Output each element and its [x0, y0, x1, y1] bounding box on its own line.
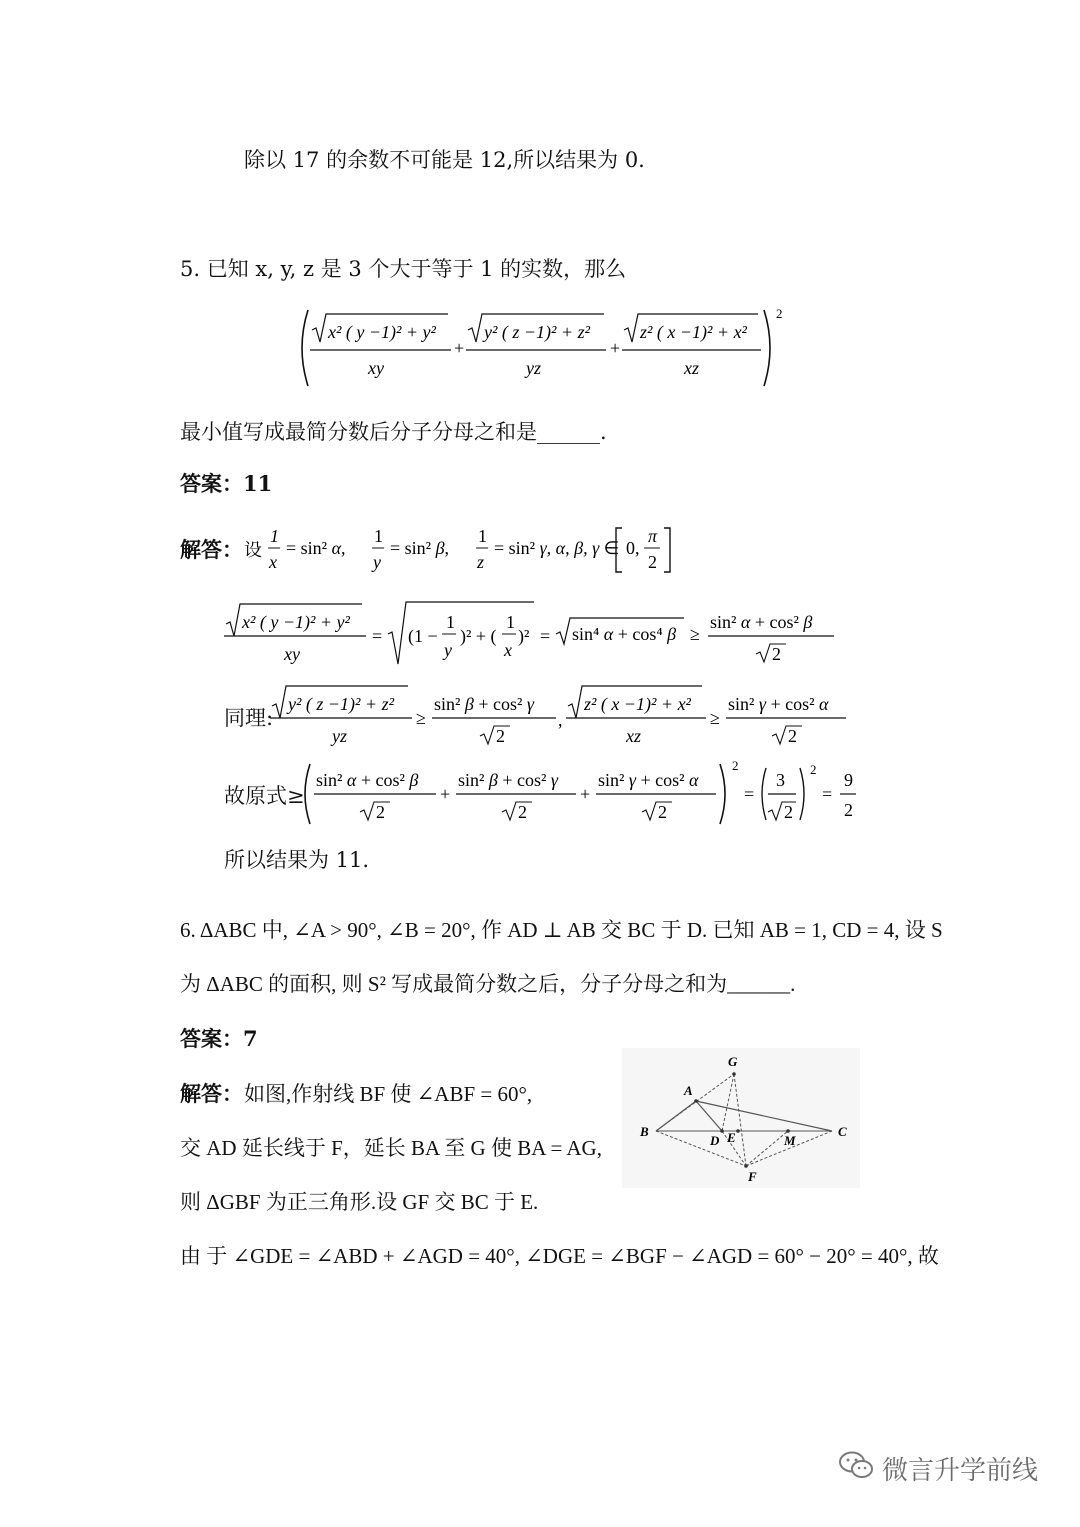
svg-text:设: 设	[244, 540, 262, 560]
svg-text:1: 1	[478, 526, 487, 546]
svg-text:+: +	[440, 784, 451, 804]
watermark-text: 微言升学前线	[882, 1455, 1039, 1486]
watermark	[838, 1448, 1038, 1488]
svg-text:2: 2	[844, 800, 853, 820]
svg-text:≥: ≥	[416, 708, 426, 728]
q6-solution-line3: 则 ΔGBF 为正三角形.设 GF 交 BC 于 E.	[180, 1190, 539, 1214]
figure-label-f: F	[748, 1169, 757, 1184]
svg-text:sin² β + cos² γ: sin² β + cos² γ	[458, 770, 559, 790]
svg-text:)²: )²	[518, 626, 530, 646]
q5-main-formula	[296, 302, 786, 394]
figure-label-e: E	[727, 1130, 736, 1145]
svg-text:sin² γ + cos² α: sin² γ + cos² α	[598, 770, 699, 790]
svg-text:x² ( y −1)² + y²: x² ( y −1)² + y²	[328, 322, 436, 342]
svg-text:2: 2	[810, 762, 817, 777]
svg-text:1: 1	[506, 612, 515, 632]
svg-text:sin² α + cos² β: sin² α + cos² β	[710, 612, 813, 632]
svg-text:2: 2	[776, 306, 783, 321]
svg-text:y² ( z −1)² + z²: y² ( z −1)² + z²	[484, 322, 590, 342]
wechat-icon	[838, 1450, 874, 1487]
svg-text:xy: xy	[368, 358, 384, 378]
svg-text:π: π	[648, 526, 658, 546]
svg-text:x: x	[504, 640, 512, 660]
svg-text:y² ( z −1)² + z²: y² ( z −1)² + z²	[288, 694, 394, 714]
svg-text:2: 2	[784, 802, 793, 822]
svg-text:y: y	[373, 552, 381, 572]
svg-text:sin² γ + cos² α: sin² γ + cos² α	[728, 694, 829, 714]
q5-final-formula	[300, 758, 860, 828]
q6-stem-line2: 为 ΔABC 的面积, 则 S² 写成最简分数之后，分子分母之和为______.	[180, 972, 796, 996]
svg-text:1: 1	[270, 526, 279, 546]
svg-text:yz: yz	[332, 726, 347, 746]
svg-text:z: z	[477, 552, 485, 572]
svg-text:z² ( x −1)² + x²: z² ( x −1)² + x²	[640, 322, 747, 342]
svg-text:=: =	[540, 626, 551, 646]
svg-text:2: 2	[658, 802, 667, 822]
svg-text:≥: ≥	[690, 624, 700, 644]
svg-text:+: +	[454, 338, 465, 358]
figure-label-c: C	[838, 1124, 847, 1139]
svg-text:9: 9	[844, 770, 853, 790]
svg-text:x² ( y −1)² + y²: x² ( y −1)² + y²	[242, 612, 350, 632]
q5-solution-label: 解答：	[180, 537, 243, 562]
prev-problem-tail: 除以 17 的余数不可能是 12,所以结果为 0.	[244, 148, 645, 172]
q6-solution-label: 解答：	[180, 1081, 243, 1106]
svg-text:1: 1	[446, 612, 455, 632]
q6-solution-line1: 如图,作射线 BF 使 ∠ABF = 60°,	[244, 1082, 533, 1106]
svg-text:+: +	[580, 784, 591, 804]
q6-geometry-figure	[622, 1048, 860, 1188]
svg-text:1: 1	[374, 526, 383, 546]
svg-text:y: y	[444, 640, 452, 660]
svg-text:2: 2	[648, 552, 657, 572]
svg-text:sin² β + cos² γ: sin² β + cos² γ	[434, 694, 535, 714]
svg-text:= sin² α,: = sin² α,	[286, 538, 346, 558]
svg-text:+: +	[610, 338, 621, 358]
q5-similarly-formula	[270, 680, 850, 750]
svg-text:0,: 0,	[626, 538, 640, 558]
q6-answer: 答案：7	[180, 1026, 258, 1051]
q6-solution-line4: 由 于 ∠GDE = ∠ABD + ∠AGD = 40°, ∠DGE = ∠BGF − ∠AGD = 60° − 20° = 40°, 故	[180, 1244, 939, 1268]
q5-therefore-label: 故原式≥	[224, 784, 305, 808]
svg-text:xy: xy	[284, 644, 300, 664]
svg-text:sin⁴ α + cos⁴ β: sin⁴ α + cos⁴ β	[572, 624, 677, 644]
figure-label-g: G	[728, 1054, 738, 1069]
svg-text:= sin² γ, α, β, γ ∈: = sin² γ, α, β, γ ∈	[494, 538, 620, 558]
svg-text:z² ( x −1)² + x²: z² ( x −1)² + x²	[584, 694, 691, 714]
q6-solution-line2: 交 AD 延长线于 F，延长 BA 至 G 使 BA = AG,	[180, 1136, 602, 1160]
svg-text:3: 3	[776, 770, 785, 790]
svg-text:2: 2	[496, 726, 505, 746]
svg-text:2: 2	[376, 802, 385, 822]
q5-question: 最小值写成最简分数后分子分母之和是______.	[180, 420, 607, 444]
svg-text:)² + (: )² + (	[460, 626, 497, 646]
svg-text:=: =	[822, 784, 833, 804]
figure-label-d: D	[710, 1133, 720, 1148]
svg-text:= sin² β,: = sin² β,	[390, 538, 450, 558]
q5-inequality-formula	[224, 598, 844, 668]
svg-text:xz: xz	[684, 358, 699, 378]
q6-stem-line1: 6. ΔABC 中, ∠A > 90°, ∠B = 20°, 作 AD ⊥ AB 交 BC 于 D. 已知 AB = 1, CD = 4, 设 S	[180, 918, 943, 942]
figure-label-m: M	[784, 1133, 796, 1148]
svg-text:xz: xz	[626, 726, 641, 746]
svg-text:,: ,	[558, 710, 563, 730]
svg-text:(1 −: (1 −	[408, 626, 438, 646]
svg-text:x: x	[269, 552, 277, 572]
svg-text:2: 2	[518, 802, 527, 822]
svg-text:2: 2	[788, 726, 797, 746]
figure-label-b: B	[640, 1124, 649, 1139]
q5-substitution-formula	[244, 522, 684, 578]
svg-text:2: 2	[732, 758, 739, 773]
svg-text:=: =	[744, 784, 755, 804]
svg-text:=: =	[372, 626, 383, 646]
q5-answer: 答案：11	[180, 471, 273, 496]
q5-conclusion: 所以结果为 11.	[224, 848, 370, 872]
q5-similarly-label: 同理:	[224, 706, 274, 730]
svg-text:2: 2	[772, 644, 781, 664]
figure-label-a: A	[684, 1083, 693, 1098]
svg-text:≥: ≥	[710, 708, 720, 728]
svg-text:yz: yz	[526, 358, 541, 378]
q5-stem: 5. 已知 x, y, z 是 3 个大于等于 1 的实数，那么	[180, 257, 627, 281]
svg-text:sin² α + cos² β: sin² α + cos² β	[316, 770, 419, 790]
